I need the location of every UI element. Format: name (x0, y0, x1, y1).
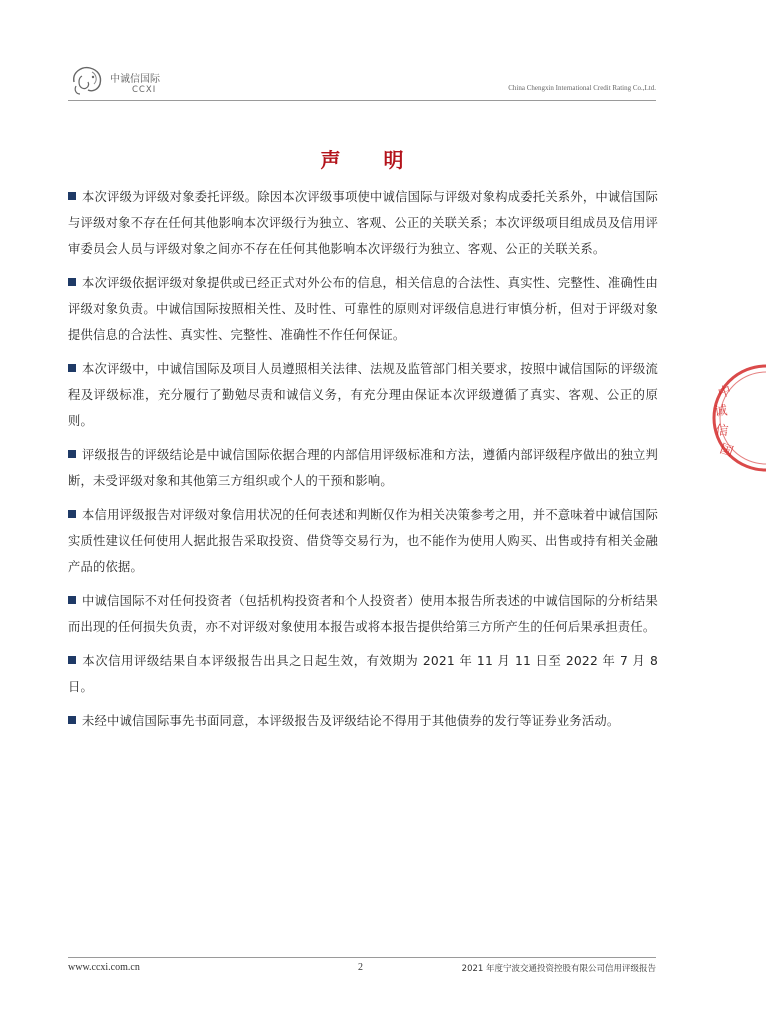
square-bullet-icon (68, 510, 76, 518)
square-bullet-icon (68, 278, 76, 286)
paragraph-text: 本次评级为评级对象委托评级。除因本次评级事项使中诚信国际与评级对象构成委托关系外，中诚信国际与评级对象不存在任何其他影响本次评级行为独立、客观、公正的关联关系；本次评级项目组成员及信用评审委员会人员与评级对象之间亦不存在任何其他影响本次评级行为独立、客观、公正的关联关系。 (68, 190, 658, 256)
paragraph-text: 评级报告的评级结论是中诚信国际依据合理的内部信用评级标准和方法，遵循内部评级程序做出的独立判断，未受评级对象和其他第三方组织或个人的干预和影响。 (68, 448, 658, 488)
statement-paragraph (68, 708, 658, 734)
statement-paragraph (68, 648, 658, 700)
svg-text:诚: 诚 (713, 403, 729, 420)
header-company-name: China Chengxin International Credit Rating Co.,Ltd. (508, 84, 656, 92)
footer-website: www.ccxi.com.cn (68, 962, 140, 973)
header-divider (68, 100, 656, 101)
svg-text:信: 信 (714, 423, 730, 440)
paragraph-text: 本次评级中，中诚信国际及项目人员遵照相关法律、法规及监管部门相关要求，按照中诚信国际的评级流程及评级标准，充分履行了勤勉尽责和诚信义务，有充分理由保证本次评级遵循了真实、客观、公正的原则。 (68, 362, 658, 428)
paragraph-text: 中诚信国际不对任何投资者（包括机构投资者和个人投资者）使用本报告所表述的中诚信国际的分析结果而出现的任何损失负责，亦不对评级对象使用本报告或将本报告提供给第三方所产生的任何后果承担责任。 (68, 594, 658, 634)
page-header (68, 62, 656, 102)
square-bullet-icon (68, 596, 76, 604)
paragraph-text: 未经中诚信国际事先书面同意，本评级报告及评级结论不得用于其他债券的发行等证券业务活动。 (82, 714, 620, 728)
square-bullet-icon (68, 450, 76, 458)
square-bullet-icon (68, 192, 76, 200)
footer-divider (68, 957, 656, 958)
svg-text:中: 中 (716, 383, 734, 402)
ccxi-logo (68, 62, 178, 102)
statement-paragraph (68, 588, 658, 640)
statement-paragraph (68, 184, 658, 262)
statement-paragraph (68, 442, 658, 494)
svg-text:国: 国 (717, 441, 735, 461)
statement-paragraph (68, 502, 658, 580)
logo-english-text: CCXI (132, 85, 157, 95)
page-number: 2 (358, 962, 363, 973)
paragraph-text: 本次评级依据评级对象提供或已经正式对外公布的信息，相关信息的合法性、真实性、完整性、准确性由评级对象负责。中诚信国际按照相关性、及时性、可靠性的原则对评级信息进行审慎分析，但对于评级对象提供信息的合法性、真实性、完整性、准确性不作任何保证。 (68, 276, 658, 342)
page-title: 声 明 (320, 148, 422, 172)
paragraph-text: 本信用评级报告对评级对象信用状况的任何表述和判断仅作为相关决策参考之用，并不意味着中诚信国际实质性建议任何使用人据此报告采取投资、借贷等交易行为，也不能作为使用人购买、出售或持有相关金融产品的依据。 (68, 508, 658, 574)
statement-paragraph (68, 356, 658, 434)
elephant-logo-icon (68, 62, 110, 98)
footer-report-title: 2021 年度宁波交通投资控股有限公司信用评级报告 (461, 964, 656, 974)
paragraph-text: 本次信用评级结果自本评级报告出具之日起生效，有效期为 2021 年 11 月 11 日至 2022 年 7 月 8 日。 (68, 654, 658, 694)
statement-body (68, 184, 658, 742)
statement-paragraph (68, 270, 658, 348)
company-seal-stamp (706, 358, 766, 478)
square-bullet-icon (68, 716, 76, 724)
square-bullet-icon (68, 656, 76, 664)
square-bullet-icon (68, 364, 76, 372)
red-seal-icon (706, 358, 766, 478)
logo-chinese-text: 中诚信国际 (110, 74, 160, 85)
